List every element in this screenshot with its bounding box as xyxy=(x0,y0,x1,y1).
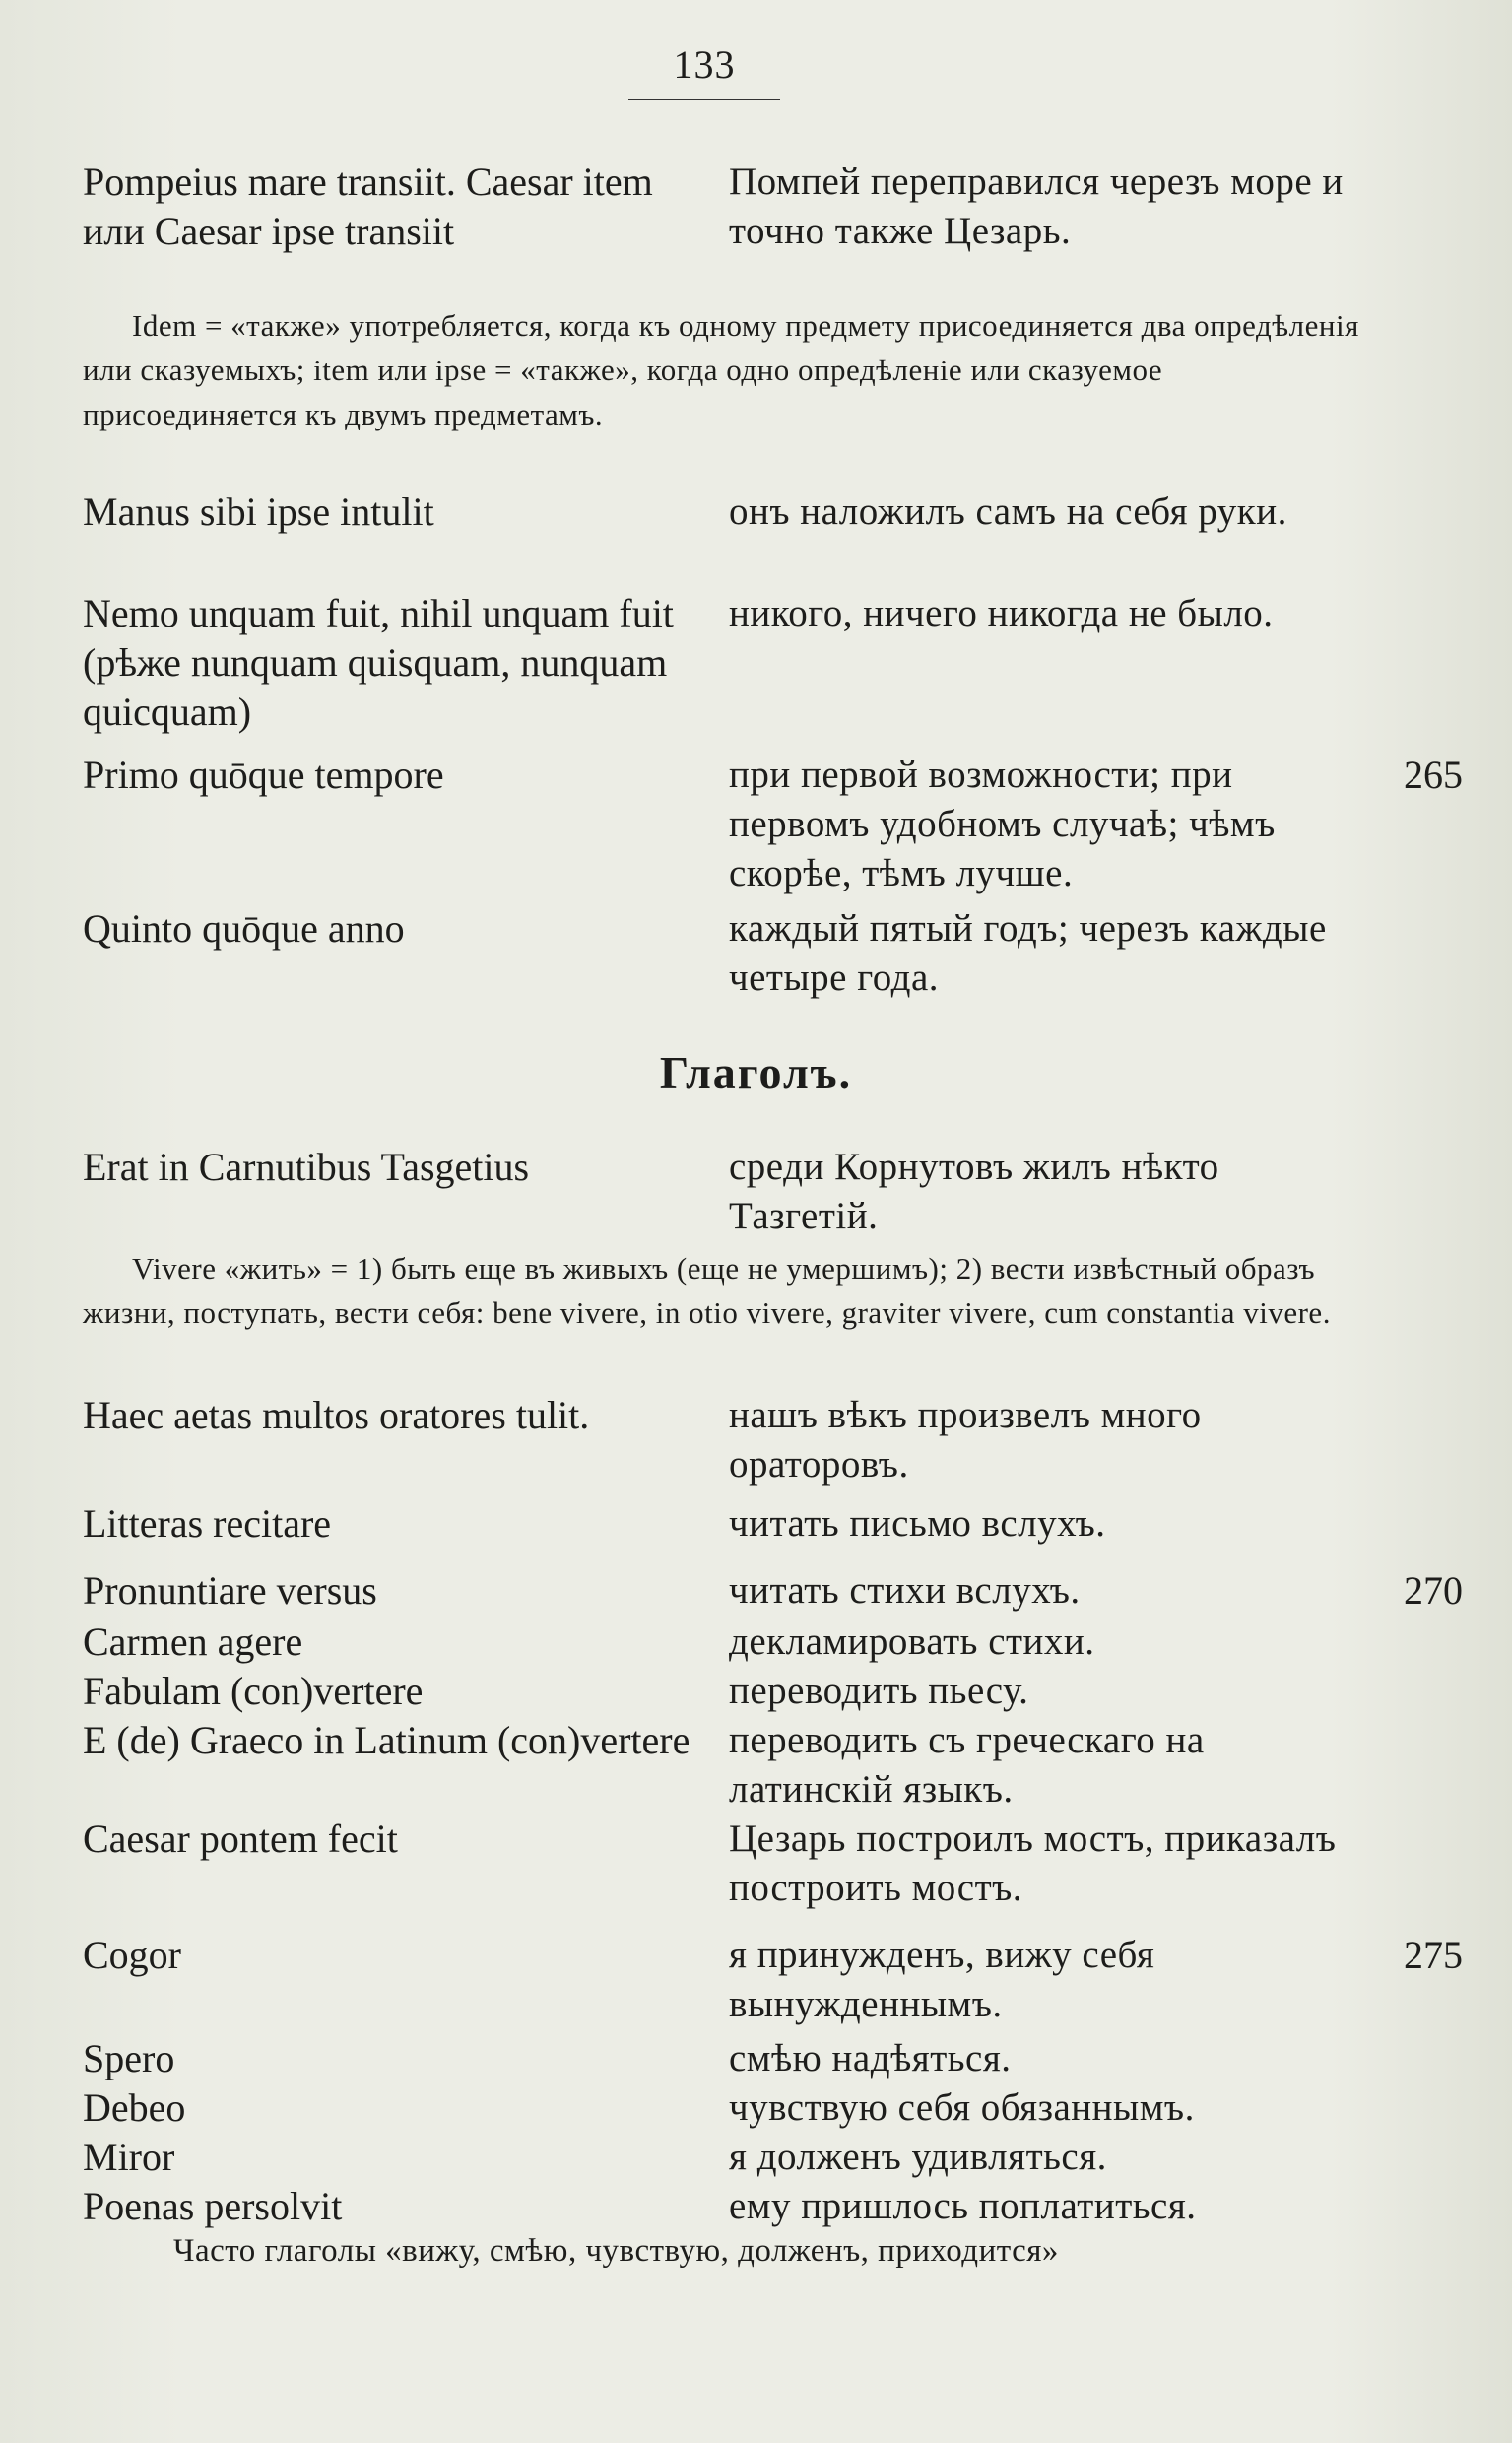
russian-text: при первой возможности; при первомъ удобномъ случаѣ; чѣмъ скорѣе, тѣмъ лучше. xyxy=(729,754,1276,894)
russian-text: переводить пьесу. xyxy=(729,1670,1029,1712)
russian-text: читать стихи вслухъ. xyxy=(729,1569,1081,1612)
russian-text: читать письмо вслухъ. xyxy=(729,1502,1106,1545)
latin-text: Nemo unquam fuit, nihil unquam fuit (рѣже nunquam quisquam, nunquam quicquam) xyxy=(83,591,674,734)
line-number: 275 xyxy=(1404,1933,1463,1977)
russian-text: я принужденъ, вижу себя вынужденнымъ. xyxy=(729,1934,1155,2025)
latin-text: E (de) Graeco in Latinum (con)vertere xyxy=(83,1718,690,1762)
russian-text: я долженъ удивляться. xyxy=(729,2136,1107,2178)
page-number-rule xyxy=(628,99,780,100)
russian-text: среди Корнутовъ жилъ нѣкто Тазгетій. xyxy=(729,1146,1219,1237)
latin-text: Quinto quōque anno xyxy=(83,906,405,951)
russian-text: нашъ вѣкъ произвелъ много ораторовъ. xyxy=(729,1394,1202,1486)
latin-text: Caesar pontem fecit xyxy=(83,1816,398,1861)
russian-text: онъ наложилъ самъ на себя руки. xyxy=(729,491,1287,533)
russian-text: никого, ничего никогда не было. xyxy=(729,592,1274,634)
page-number: 133 xyxy=(673,42,736,87)
latin-text: Miror xyxy=(83,2135,175,2179)
latin-text: Manus sibi ipse intulit xyxy=(83,490,434,534)
russian-text: декламировать стихи. xyxy=(729,1620,1095,1663)
russian-text: Цезарь построилъ мостъ, приказалъ построить мостъ. xyxy=(729,1817,1337,1909)
closing-line: Часто глаголы «вижу, смѣю, чувствую, долженъ, приходится» xyxy=(173,2233,1059,2269)
note-vivere: Vivere «жить» = 1) быть еще въ живыхъ (еще не умершимъ); 2) вести извѣстный образъ жизни, поступать, вести себя: bene vivere, in otio vivere, graviter vivere, cum constantia vivere. xyxy=(83,1251,1331,1330)
latin-text: Primo quōque tempore xyxy=(83,753,444,797)
line-number: 265 xyxy=(1404,753,1463,797)
latin-text: Debeo xyxy=(83,2085,186,2130)
russian-text: ему пришлось поплатиться. xyxy=(729,2185,1197,2227)
latin-text: Fabulam (con)vertere xyxy=(83,1669,424,1713)
section-heading: Глаголъ. xyxy=(659,1047,853,1097)
note-idem: Idem = «также» употребляется, когда къ одному предмету присоединяется два опредѣленія или сказуемыхъ; item или ipse = «также», когда одно опредѣленіе или сказуемое присоединяется къ двумъ предметамъ. xyxy=(83,308,1359,431)
latin-text: Poenas persolvit xyxy=(83,2184,343,2228)
russian-text: смѣю надѣяться. xyxy=(729,2037,1012,2080)
russian-text: каждый пятый годъ; черезъ каждые четыре года. xyxy=(729,907,1327,999)
latin-text: Litteras recitare xyxy=(83,1501,332,1546)
latin-text: Pompeius mare transiit. Caesar item или Caesar ipse transiit xyxy=(83,160,653,253)
latin-text: Cogor xyxy=(83,1933,181,1977)
line-number: 270 xyxy=(1404,1568,1463,1613)
russian-text: переводить съ греческаго на латинскій языкъ. xyxy=(729,1719,1205,1811)
latin-text: Erat in Carnutibus Tasgetius xyxy=(83,1145,530,1189)
latin-text: Carmen agere xyxy=(83,1619,303,1664)
latin-text: Pronuntiare versus xyxy=(83,1568,377,1613)
latin-text: Haec aetas multos oratores tulit. xyxy=(83,1393,590,1437)
latin-text: Spero xyxy=(83,2036,175,2080)
russian-text: Помпей переправился черезъ море и точно также Цезарь. xyxy=(729,161,1344,252)
russian-text: чувствую себя обязаннымъ. xyxy=(729,2086,1195,2129)
